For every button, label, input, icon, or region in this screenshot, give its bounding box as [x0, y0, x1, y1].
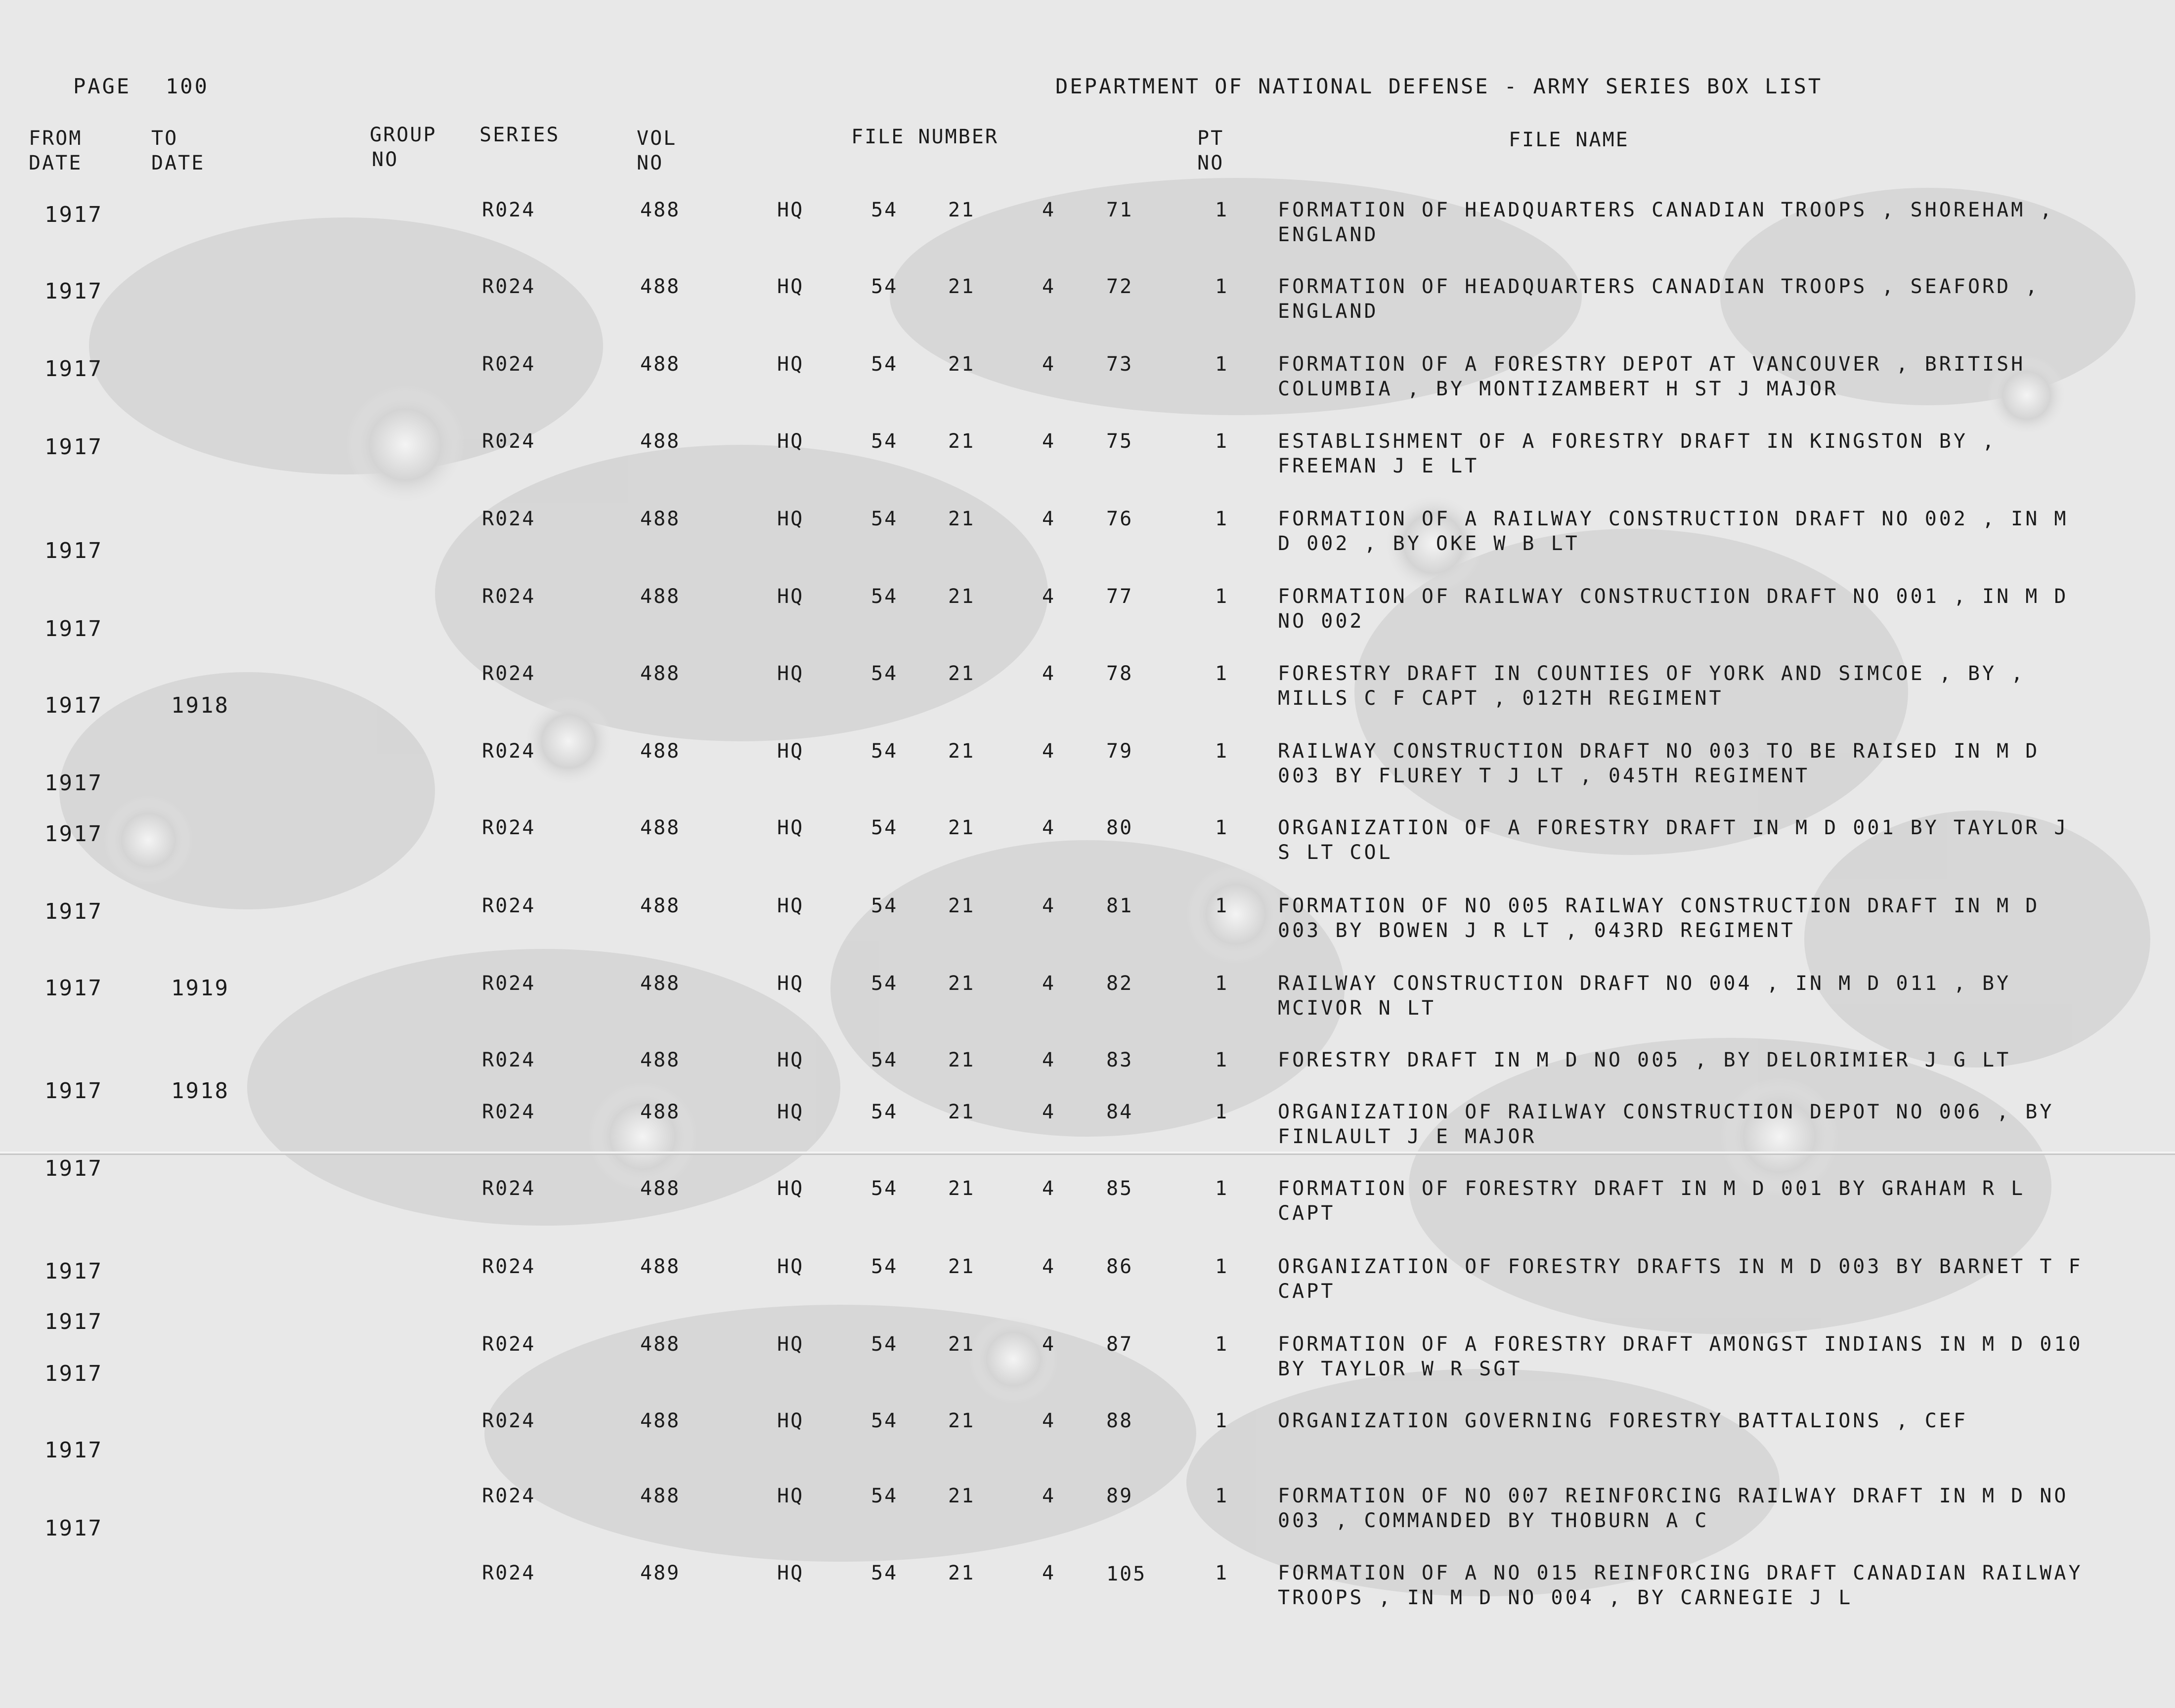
- table-cell-file-part: 21: [948, 1485, 975, 1507]
- table-cell-vol-no: 488: [640, 1049, 681, 1071]
- table-cell-pt-no: 1: [1215, 816, 1229, 839]
- table-cell-series: R024: [482, 1485, 536, 1507]
- table-cell-file-name: FORMATION OF A FORESTRY DRAFT AMONGST INDIANS IN M D 010: [1278, 1333, 2083, 1356]
- table-cell-pt-no: 1: [1215, 199, 1229, 221]
- col-group-no-line1: GROUP: [370, 124, 437, 146]
- table-cell-file-name: ESTABLISHMENT OF A FORESTRY DRAFT IN KINGSTON BY ,: [1278, 430, 1997, 453]
- col-vol-no-line1: VOL: [637, 127, 677, 150]
- table-cell-file-part: 4: [1042, 740, 1056, 763]
- table-cell-file-prefix: HQ: [777, 816, 804, 839]
- table-cell-pt-no: 1: [1215, 1333, 1229, 1356]
- table-cell-file-name: 003 BY FLUREY T J LT , 045TH REGIMENT: [1278, 765, 1810, 787]
- table-cell-file-name: CAPT: [1278, 1280, 1336, 1303]
- table-cell-file-part: 21: [948, 1409, 975, 1432]
- table-cell-series: R024: [482, 430, 536, 453]
- table-cell-file-part: 79: [1106, 740, 1133, 763]
- table-cell-file-prefix: HQ: [777, 895, 804, 917]
- table-cell-file-part: 21: [948, 199, 975, 221]
- table-cell-file-name: 003 , COMMANDED BY THOBURN A C: [1278, 1509, 1709, 1532]
- col-file-name: FILE NAME: [1509, 128, 1629, 151]
- table-cell-pt-no: 1: [1215, 662, 1229, 685]
- table-cell-pt-no: 1: [1215, 1562, 1229, 1584]
- table-cell-file-part: 4: [1042, 1562, 1056, 1584]
- to-date: 1919: [171, 976, 229, 1001]
- table-cell-file-name: FORESTRY DRAFT IN M D NO 005 , BY DELORIMIER J G LT: [1278, 1049, 2011, 1071]
- from-date: 1917: [44, 1438, 103, 1463]
- from-date: 1917: [44, 1259, 103, 1284]
- table-cell-file-part: 21: [948, 740, 975, 763]
- table-cell-file-name: ORGANIZATION GOVERNING FORESTRY BATTALIONS , CEF: [1278, 1409, 1968, 1432]
- table-cell-file-part: 54: [871, 1049, 898, 1071]
- table-cell-file-name: 003 BY BOWEN J R LT , 043RD REGIMENT: [1278, 919, 1795, 942]
- table-cell-vol-no: 488: [640, 275, 681, 298]
- table-cell-file-part: 4: [1042, 1409, 1056, 1432]
- table-cell-pt-no: 1: [1215, 353, 1229, 376]
- table-cell-file-part: 54: [871, 1101, 898, 1123]
- table-cell-file-prefix: HQ: [777, 1485, 804, 1507]
- table-cell-file-name: FORMATION OF RAILWAY CONSTRUCTION DRAFT NO 001 , IN M D: [1278, 585, 2069, 608]
- table-cell-file-part: 54: [871, 1177, 898, 1200]
- table-cell-file-name: ENGLAND: [1278, 223, 1379, 246]
- table-cell-vol-no: 488: [640, 1101, 681, 1123]
- table-cell-vol-no: 488: [640, 972, 681, 995]
- table-cell-file-name: FORMATION OF A FORESTRY DEPOT AT VANCOUVER , BRITISH: [1278, 353, 2026, 376]
- table-cell-file-prefix: HQ: [777, 199, 804, 221]
- table-cell-vol-no: 488: [640, 353, 681, 376]
- table-cell-pt-no: 1: [1215, 972, 1229, 995]
- table-cell-file-part: 54: [871, 740, 898, 763]
- from-date: 1917: [44, 434, 103, 460]
- table-cell-file-part: 21: [948, 585, 975, 608]
- table-cell-file-prefix: HQ: [777, 585, 804, 608]
- table-cell-file-name: FORMATION OF A RAILWAY CONSTRUCTION DRAFT NO 002 , IN M: [1278, 508, 2069, 530]
- table-cell-file-part: 75: [1106, 430, 1133, 453]
- table-cell-pt-no: 1: [1215, 740, 1229, 763]
- table-cell-file-part: 21: [948, 1177, 975, 1200]
- table-cell-file-name: MCIVOR N LT: [1278, 997, 1436, 1020]
- from-date: 1917: [44, 1156, 103, 1181]
- table-cell-file-part: 4: [1042, 816, 1056, 839]
- table-cell-series: R024: [482, 972, 536, 995]
- table-cell-pt-no: 1: [1215, 1409, 1229, 1432]
- table-cell-file-name: ORGANIZATION OF RAILWAY CONSTRUCTION DEPOT NO 006 , BY: [1278, 1101, 2054, 1123]
- table-cell-file-part: 72: [1106, 275, 1133, 298]
- table-cell-vol-no: 488: [640, 1177, 681, 1200]
- table-cell-file-part: 4: [1042, 895, 1056, 917]
- table-cell-file-part: 87: [1106, 1333, 1133, 1356]
- table-cell-file-prefix: HQ: [777, 353, 804, 376]
- table-cell-file-name: ENGLAND: [1278, 300, 1379, 323]
- table-cell-series: R024: [482, 662, 536, 685]
- table-cell-series: R024: [482, 275, 536, 298]
- table-cell-file-prefix: HQ: [777, 1177, 804, 1200]
- table-cell-file-part: 4: [1042, 1333, 1056, 1356]
- table-cell-file-part: 77: [1106, 585, 1133, 608]
- table-cell-file-prefix: HQ: [777, 662, 804, 685]
- table-cell-file-name: CAPT: [1278, 1202, 1336, 1225]
- table-cell-file-name: ORGANIZATION OF FORESTRY DRAFTS IN M D 003 BY BARNET T F: [1278, 1255, 2083, 1278]
- table-cell-file-part: 4: [1042, 1485, 1056, 1507]
- table-cell-file-part: 80: [1106, 816, 1133, 839]
- table-cell-file-name: FREEMAN J E LT: [1278, 455, 1479, 477]
- table-cell-file-part: 21: [948, 430, 975, 453]
- table-cell-file-part: 21: [948, 353, 975, 376]
- table-cell-file-prefix: HQ: [777, 1562, 804, 1584]
- table-cell-file-part: 86: [1106, 1255, 1133, 1278]
- col-vol-no-line2: NO: [637, 152, 664, 174]
- table-cell-file-prefix: HQ: [777, 972, 804, 995]
- table-cell-file-part: 21: [948, 1049, 975, 1071]
- table-cell-file-part: 71: [1106, 199, 1133, 221]
- table-cell-vol-no: 488: [640, 508, 681, 530]
- from-date: 1917: [44, 1309, 103, 1334]
- table-cell-file-name: S LT COL: [1278, 841, 1393, 864]
- col-from-date-line2: DATE: [29, 152, 83, 174]
- table-cell-series: R024: [482, 199, 536, 221]
- table-cell-file-part: 21: [948, 1333, 975, 1356]
- from-date: 1917: [44, 279, 103, 304]
- from-date: 1917: [44, 693, 103, 718]
- table-cell-file-name: FORESTRY DRAFT IN COUNTIES OF YORK AND SIMCOE , BY ,: [1278, 662, 2026, 685]
- table-cell-file-name: BY TAYLOR W R SGT: [1278, 1358, 1522, 1380]
- table-cell-file-name: RAILWAY CONSTRUCTION DRAFT NO 004 , IN M D 011 , BY: [1278, 972, 2011, 995]
- to-date: 1918: [171, 693, 229, 718]
- table-cell-file-part: 4: [1042, 1255, 1056, 1278]
- table-cell-file-part: 21: [948, 508, 975, 530]
- table-cell-file-part: 4: [1042, 508, 1056, 530]
- table-cell-series: R024: [482, 1255, 536, 1278]
- table-cell-file-name: TROOPS , IN M D NO 004 , BY CARNEGIE J L: [1278, 1586, 1853, 1609]
- table-cell-file-name: FINLAULT J E MAJOR: [1278, 1125, 1537, 1148]
- table-cell-file-prefix: HQ: [777, 1409, 804, 1432]
- table-cell-file-prefix: HQ: [777, 1333, 804, 1356]
- table-cell-file-part: 4: [1042, 1049, 1056, 1071]
- table-cell-vol-no: 488: [640, 816, 681, 839]
- page-title: DEPARTMENT OF NATIONAL DEFENSE - ARMY SERIES BOX LIST: [1055, 74, 1823, 98]
- table-cell-file-part: 4: [1042, 275, 1056, 298]
- table-cell-file-prefix: HQ: [777, 508, 804, 530]
- col-file-number: FILE NUMBER: [851, 126, 999, 148]
- table-cell-file-part: 88: [1106, 1409, 1133, 1432]
- table-cell-pt-no: 1: [1215, 275, 1229, 298]
- col-to-date-line1: TO: [151, 127, 178, 150]
- table-cell-file-part: 83: [1106, 1049, 1133, 1071]
- table-cell-series: R024: [482, 508, 536, 530]
- table-cell-file-part: 4: [1042, 1177, 1056, 1200]
- col-pt-no-line2: NO: [1197, 152, 1224, 174]
- table-cell-file-part: 4: [1042, 430, 1056, 453]
- table-cell-file-part: 85: [1106, 1177, 1133, 1200]
- to-date: 1918: [171, 1078, 229, 1104]
- table-cell-file-name: MILLS C F CAPT , 012TH REGIMENT: [1278, 687, 1724, 710]
- table-cell-pt-no: 1: [1215, 1485, 1229, 1507]
- table-cell-vol-no: 488: [640, 585, 681, 608]
- from-date: 1917: [44, 770, 103, 796]
- table-cell-vol-no: 488: [640, 740, 681, 763]
- table-cell-file-name: FORMATION OF A NO 015 REINFORCING DRAFT CANADIAN RAILWAY: [1278, 1562, 2083, 1584]
- from-date: 1917: [44, 821, 103, 847]
- table-cell-series: R024: [482, 1333, 536, 1356]
- table-cell-series: R024: [482, 353, 536, 376]
- table-cell-file-part: 54: [871, 816, 898, 839]
- table-cell-pt-no: 1: [1215, 895, 1229, 917]
- table-cell-file-part: 54: [871, 1485, 898, 1507]
- table-cell-series: R024: [482, 585, 536, 608]
- table-cell-file-part: 4: [1042, 972, 1056, 995]
- table-cell-file-part: 54: [871, 1409, 898, 1432]
- table-cell-file-part: 21: [948, 972, 975, 995]
- table-cell-file-name: FORMATION OF HEADQUARTERS CANADIAN TROOPS , SEAFORD ,: [1278, 275, 2040, 298]
- table-cell-file-part: 54: [871, 430, 898, 453]
- table-cell-file-name: FORMATION OF NO 005 RAILWAY CONSTRUCTION DRAFT IN M D: [1278, 895, 2040, 917]
- from-date: 1917: [44, 1078, 103, 1104]
- from-date: 1917: [44, 899, 103, 924]
- table-cell-vol-no: 488: [640, 430, 681, 453]
- table-cell-pt-no: 1: [1215, 585, 1229, 608]
- table-cell-file-prefix: HQ: [777, 1255, 804, 1278]
- table-cell-series: R024: [482, 1049, 536, 1071]
- table-cell-vol-no: 488: [640, 1485, 681, 1507]
- table-cell-file-prefix: HQ: [777, 1049, 804, 1071]
- col-group-no-line2: NO: [372, 148, 399, 171]
- table-cell-file-part: 21: [948, 816, 975, 839]
- table-cell-file-part: 21: [948, 1101, 975, 1123]
- page-label: PAGE: [73, 74, 131, 98]
- table-cell-file-part: 54: [871, 1562, 898, 1584]
- col-to-date-line2: DATE: [151, 152, 205, 174]
- from-date: 1917: [44, 356, 103, 382]
- table-cell-vol-no: 489: [640, 1562, 681, 1584]
- table-cell-file-part: 21: [948, 895, 975, 917]
- table-cell-file-name: D 002 , BY OKE W B LT: [1278, 532, 1580, 555]
- table-cell-series: R024: [482, 895, 536, 917]
- table-cell-pt-no: 1: [1215, 508, 1229, 530]
- table-cell-file-part: 78: [1106, 662, 1133, 685]
- table-cell-file-part: 54: [871, 199, 898, 221]
- table-cell-file-part: 4: [1042, 1101, 1056, 1123]
- table-cell-file-part: 73: [1106, 353, 1133, 376]
- col-series: SERIES: [479, 124, 560, 146]
- table-cell-file-part: 84: [1106, 1101, 1133, 1123]
- table-cell-file-part: 54: [871, 1333, 898, 1356]
- table-cell-file-prefix: HQ: [777, 740, 804, 763]
- table-cell-series: R024: [482, 740, 536, 763]
- table-cell-file-part: 81: [1106, 895, 1133, 917]
- table-cell-series: R024: [482, 1562, 536, 1584]
- from-date: 1917: [44, 538, 103, 563]
- table-cell-vol-no: 488: [640, 1409, 681, 1432]
- table-cell-file-name: RAILWAY CONSTRUCTION DRAFT NO 003 TO BE RAISED IN M D: [1278, 740, 2040, 763]
- table-cell-file-name: ORGANIZATION OF A FORESTRY DRAFT IN M D 001 BY TAYLOR J: [1278, 816, 2069, 839]
- from-date: 1917: [44, 1516, 103, 1541]
- table-cell-file-part: 4: [1042, 585, 1056, 608]
- table-cell-file-prefix: HQ: [777, 430, 804, 453]
- col-from-date-line1: FROM: [29, 127, 83, 150]
- table-cell-file-part: 54: [871, 275, 898, 298]
- table-cell-series: R024: [482, 1177, 536, 1200]
- table-cell-file-name: FORMATION OF FORESTRY DRAFT IN M D 001 BY GRAHAM R L: [1278, 1177, 2026, 1200]
- table-cell-vol-no: 488: [640, 895, 681, 917]
- table-cell-file-name: NO 002: [1278, 610, 1364, 633]
- table-cell-file-name: COLUMBIA , BY MONTIZAMBERT H ST J MAJOR: [1278, 378, 1839, 400]
- table-cell-file-name: FORMATION OF HEADQUARTERS CANADIAN TROOPS , SHOREHAM ,: [1278, 199, 2054, 221]
- table-cell-file-part: 21: [948, 1255, 975, 1278]
- table-cell-file-part: 54: [871, 508, 898, 530]
- table-cell-file-prefix: HQ: [777, 1101, 804, 1123]
- table-cell-file-part: 54: [871, 585, 898, 608]
- table-cell-pt-no: 1: [1215, 430, 1229, 453]
- from-date: 1917: [44, 616, 103, 641]
- page-number: 100: [166, 74, 209, 98]
- table-cell-pt-no: 1: [1215, 1101, 1229, 1123]
- col-pt-no-line1: PT: [1197, 127, 1224, 150]
- table-cell-file-part: 21: [948, 275, 975, 298]
- table-cell-file-part: 54: [871, 353, 898, 376]
- table-cell-pt-no: 1: [1215, 1255, 1229, 1278]
- table-cell-vol-no: 488: [640, 1255, 681, 1278]
- table-cell-vol-no: 488: [640, 662, 681, 685]
- table-cell-series: R024: [482, 1101, 536, 1123]
- table-cell-file-prefix: HQ: [777, 275, 804, 298]
- table-cell-file-part: 21: [948, 662, 975, 685]
- table-cell-file-part: 4: [1042, 662, 1056, 685]
- table-cell-file-part: 21: [948, 1562, 975, 1584]
- table-cell-file-part: 54: [871, 895, 898, 917]
- table-cell-pt-no: 1: [1215, 1177, 1229, 1200]
- table-cell-file-part: 82: [1106, 972, 1133, 995]
- table-cell-file-part: 76: [1106, 508, 1133, 530]
- table-cell-vol-no: 488: [640, 1333, 681, 1356]
- table-cell-pt-no: 1: [1215, 1049, 1229, 1071]
- table-cell-file-part: 54: [871, 662, 898, 685]
- from-date: 1917: [44, 1361, 103, 1386]
- table-cell-file-part: 4: [1042, 353, 1056, 376]
- table-cell-file-part: 4: [1042, 199, 1056, 221]
- from-date: 1917: [44, 976, 103, 1001]
- table-cell-file-part: 54: [871, 1255, 898, 1278]
- table-cell-series: R024: [482, 816, 536, 839]
- table-cell-file-part: 89: [1106, 1485, 1133, 1507]
- table-cell-file-part: 54: [871, 972, 898, 995]
- table-cell-series: R024: [482, 1409, 536, 1432]
- table-cell-file-name: FORMATION OF NO 007 REINFORCING RAILWAY DRAFT IN M D NO: [1278, 1485, 2069, 1507]
- table-cell-file-part: 105: [1106, 1563, 1147, 1585]
- table-cell-vol-no: 488: [640, 199, 681, 221]
- from-date: 1917: [44, 202, 103, 227]
